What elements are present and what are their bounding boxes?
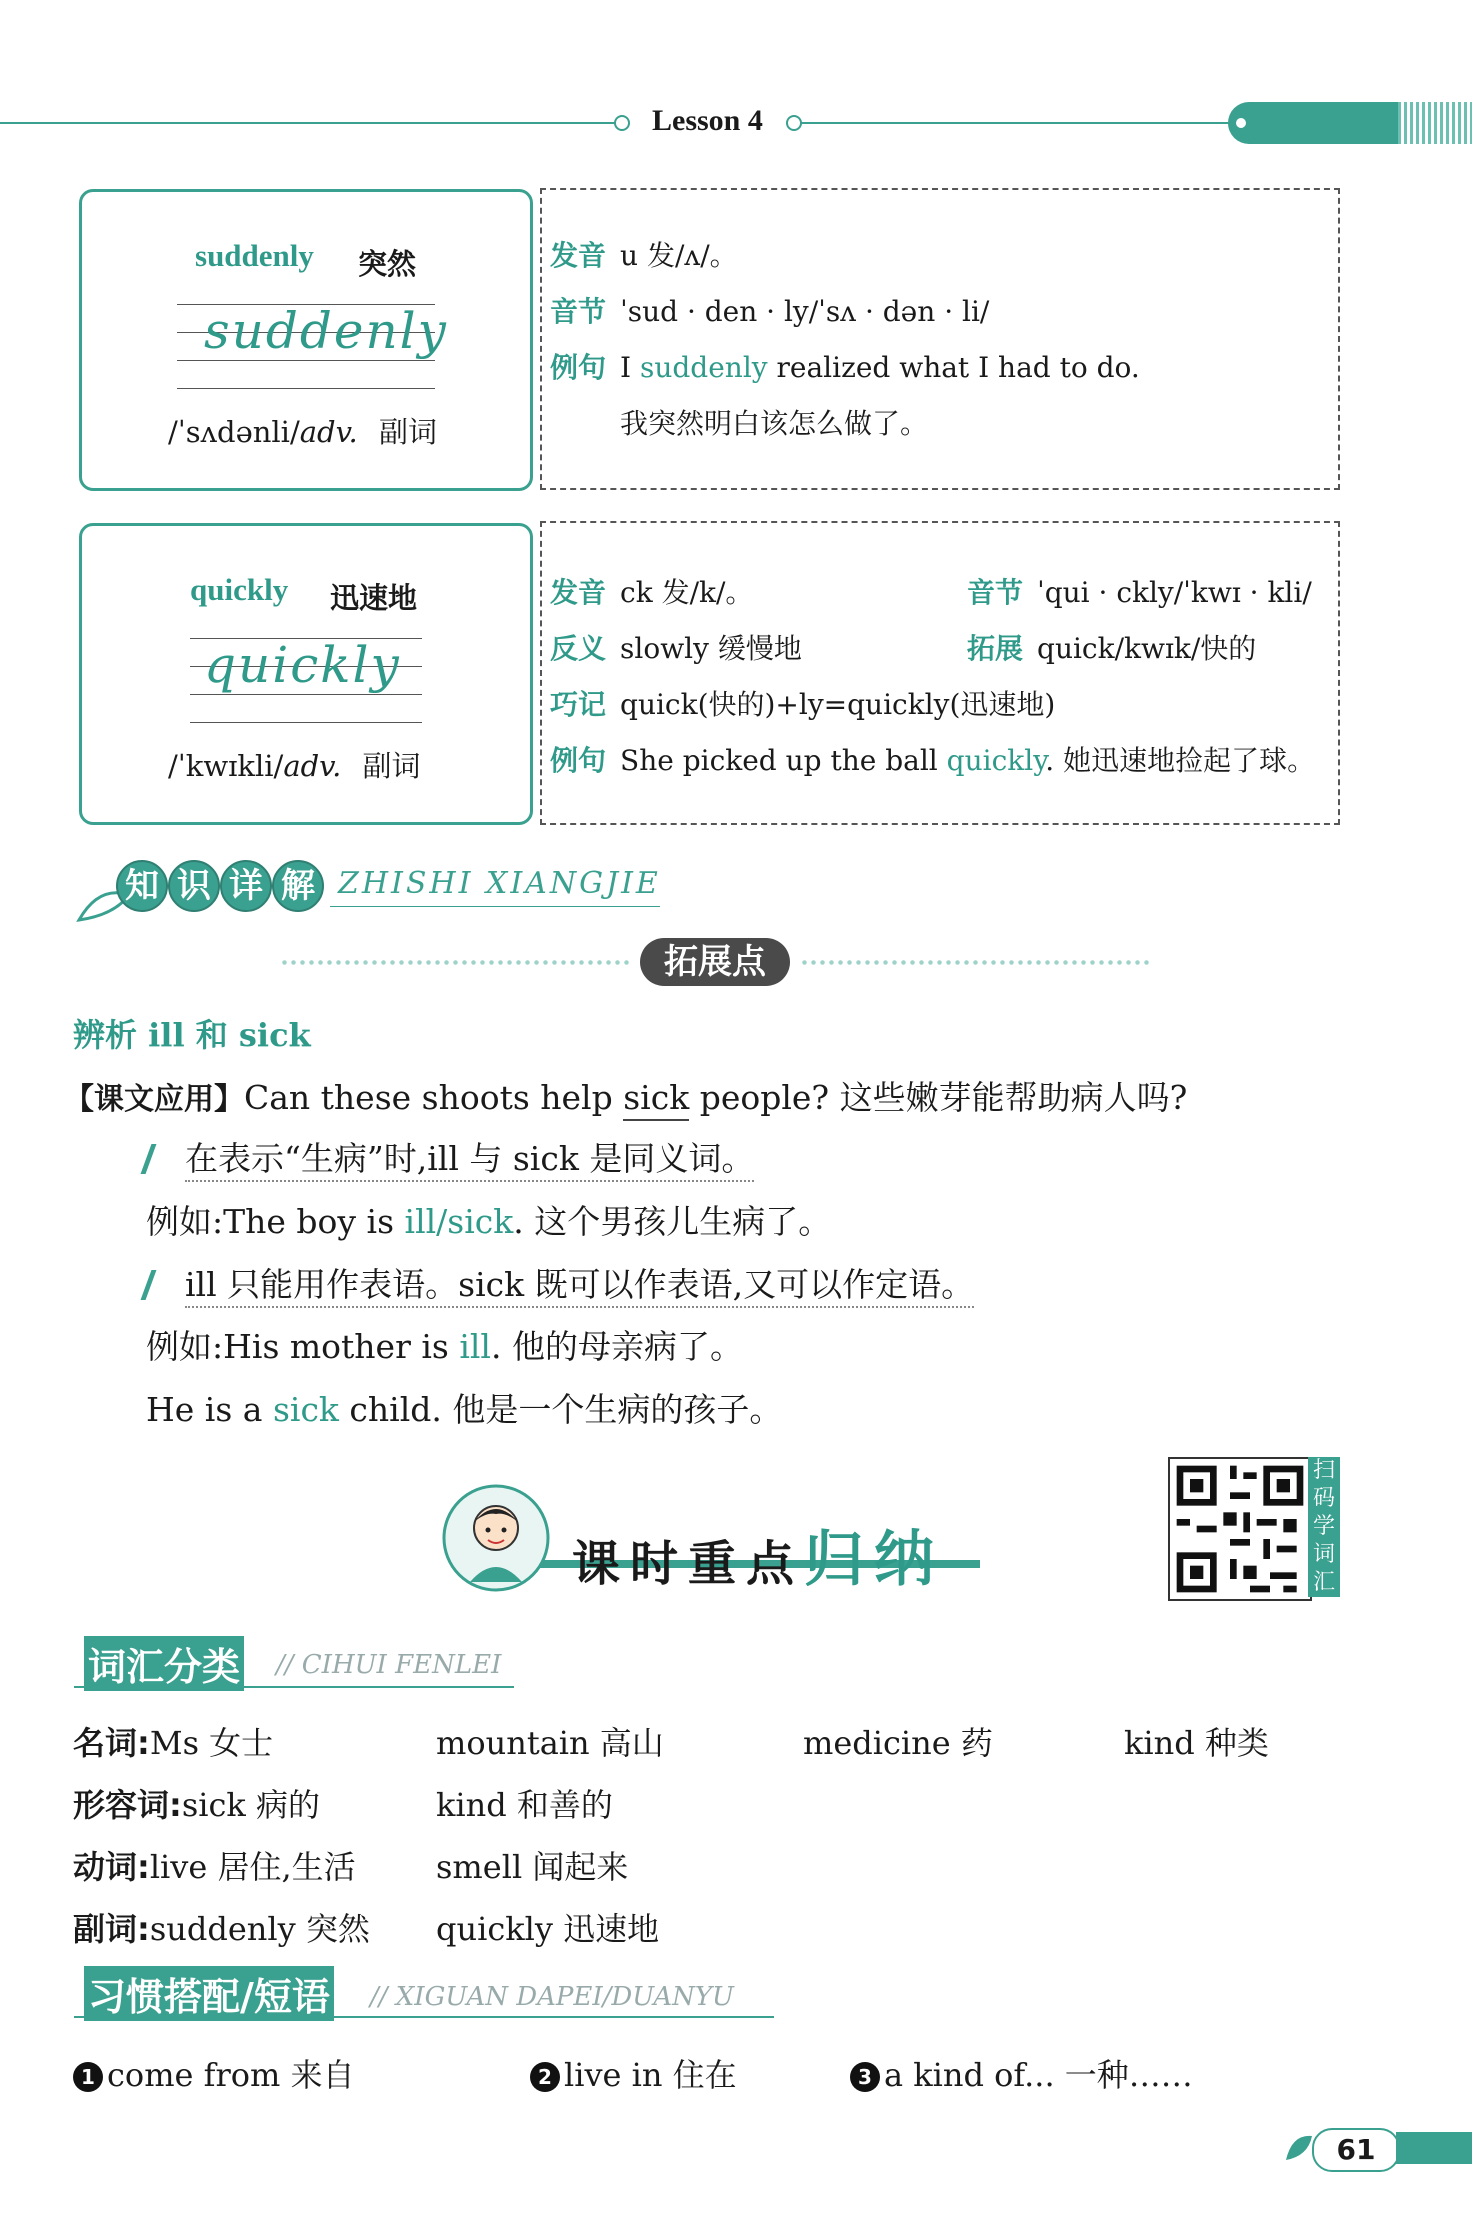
phrases-title: 习惯搭配/短语 bbox=[84, 1966, 334, 2021]
ex-highlight: suddenly bbox=[639, 351, 768, 384]
ant-label: 反义 bbox=[550, 632, 607, 665]
part-of-speech: adv. bbox=[283, 749, 342, 783]
qr-side-char: 学 bbox=[1312, 1514, 1335, 1539]
syll-label: 音节 bbox=[967, 576, 1024, 609]
part-of-speech-cn: 副词 bbox=[378, 415, 437, 449]
card-word: suddenly bbox=[195, 238, 314, 273]
note-text: 在表示“生病”时,ill 与 sick 是同义词。 bbox=[185, 1139, 754, 1182]
part-of-speech: adv. bbox=[299, 415, 358, 449]
memory-tip-line bbox=[550, 683, 1055, 723]
extension-line bbox=[967, 627, 1256, 667]
card-word: quickly bbox=[190, 572, 289, 607]
ex1-text: 例如:The boy is bbox=[146, 1202, 405, 1241]
ex2-text: 例如:His mother is bbox=[146, 1327, 460, 1366]
vocab-row-adverb bbox=[73, 1904, 370, 1950]
header-rule-right bbox=[800, 122, 1230, 124]
phrase-number: 2 bbox=[530, 2062, 560, 2092]
lesson-title: Lesson 4 bbox=[652, 104, 763, 137]
knowledge-title: 辨析 ill 和 sick bbox=[73, 1016, 311, 1054]
ex-text-rest: . 她迅速地捡起了球。 bbox=[1045, 744, 1316, 777]
vocab-item: Ms 女士 bbox=[149, 1724, 274, 1762]
pen-icon bbox=[141, 1270, 179, 1300]
ex3-text: He is a bbox=[146, 1390, 273, 1429]
header-dot-left bbox=[614, 115, 630, 131]
summary-title-normal: 课时重点 bbox=[572, 1536, 805, 1592]
phonetic: /ˈsʌdənli/ bbox=[168, 415, 300, 449]
card-meaning: 突然 bbox=[358, 247, 417, 281]
syll-text: ˈsud · den · ly/ˈsʌ · dən · li/ bbox=[620, 295, 990, 328]
text-application-line bbox=[64, 1072, 1187, 1119]
vocab-row-label: 名词: bbox=[73, 1724, 150, 1762]
vocab-title: 词汇分类 bbox=[84, 1636, 244, 1691]
card-phonetic bbox=[168, 744, 421, 785]
vocab-row-label: 形容词: bbox=[73, 1786, 182, 1824]
pronunciation-line bbox=[550, 234, 738, 274]
syll-label: 音节 bbox=[550, 295, 607, 328]
phrases-pinyin: // XIGUAN DAPEI/DUANYU bbox=[370, 1982, 734, 2012]
syllable-line bbox=[550, 290, 989, 330]
phrase-text: a kind of... 一种…… bbox=[884, 2056, 1193, 2094]
ex1-text-rest: . 这个男孩儿生病了。 bbox=[513, 1202, 832, 1241]
pron-text: u 发/ʌ/。 bbox=[620, 239, 738, 272]
summary-title bbox=[572, 1512, 944, 1598]
phrase-number: 3 bbox=[850, 2062, 880, 2092]
example-line bbox=[550, 739, 1315, 779]
ex3-highlight: sick bbox=[272, 1390, 339, 1429]
vocab-row-adj bbox=[73, 1780, 320, 1826]
phonetic: /ˈkwɪkli/ bbox=[168, 749, 284, 783]
part-of-speech-cn: 副词 bbox=[362, 749, 421, 783]
knowledge-pinyin: ZHISHI XIANGJIE bbox=[338, 866, 661, 901]
example-3 bbox=[146, 1384, 782, 1431]
card-phonetic bbox=[168, 410, 437, 451]
phrases-heading bbox=[84, 1966, 334, 2021]
vocab-item: quickly 迅速地 bbox=[436, 1910, 660, 1948]
page-number: 61 bbox=[1312, 2128, 1400, 2172]
qr-side-char: 码 bbox=[1312, 1486, 1335, 1511]
writing-line bbox=[177, 360, 435, 361]
example-translation: 我突然明白该怎么做了。 bbox=[620, 407, 929, 440]
leaf-icon bbox=[1282, 2130, 1316, 2164]
pron-label: 发音 bbox=[550, 239, 607, 272]
knowledge-underline bbox=[330, 906, 660, 907]
syll-text: ˈqui · ckly/ˈkwɪ · kli/ bbox=[1037, 576, 1312, 609]
header-rule-left bbox=[0, 122, 620, 124]
note-line-2 bbox=[146, 1259, 974, 1306]
qr-side-char: 扫 bbox=[1312, 1458, 1335, 1483]
vocab-row-verb bbox=[73, 1842, 356, 1888]
vocab-heading bbox=[84, 1636, 244, 1691]
vocab-item: sick 病的 bbox=[181, 1786, 320, 1824]
ex2-text-rest: . 他的母亲病了。 bbox=[491, 1327, 743, 1366]
phrase-text: come from 来自 bbox=[107, 2056, 355, 2094]
qr-side-label bbox=[1308, 1457, 1340, 1597]
ex3-text-rest: child. 他是一个生病的孩子。 bbox=[338, 1390, 783, 1429]
example-line bbox=[550, 346, 1140, 386]
writing-line bbox=[190, 694, 422, 695]
qr-side-char: 汇 bbox=[1312, 1570, 1335, 1595]
word-detail-suddenly bbox=[540, 188, 1340, 490]
phrase-item bbox=[530, 2050, 737, 2096]
syllable-line bbox=[967, 571, 1312, 611]
vocab-item: kind 种类 bbox=[1124, 1724, 1269, 1762]
app-text-rest: people? 这些嫩芽能帮助病人吗? bbox=[689, 1078, 1188, 1117]
dot-divider-right bbox=[800, 958, 1150, 968]
note-text: ill 只能用作表语。sick 既可以作表语,又可以作定语。 bbox=[185, 1265, 974, 1308]
vocab-row-label: 动词: bbox=[73, 1848, 150, 1886]
pron-label: 发音 bbox=[550, 576, 607, 609]
antonym-line bbox=[550, 627, 802, 667]
ex1-highlight: ill/sick bbox=[404, 1202, 514, 1241]
phrase-number: 1 bbox=[73, 2062, 103, 2092]
ex-highlight: quickly bbox=[946, 744, 1046, 777]
vocab-item: suddenly 突然 bbox=[149, 1910, 370, 1948]
qr-side-char: 词 bbox=[1312, 1542, 1335, 1567]
header-tab bbox=[1228, 102, 1398, 144]
word-detail-quickly bbox=[540, 521, 1340, 825]
ex2-highlight: ill bbox=[459, 1327, 491, 1366]
word-card-suddenly bbox=[79, 189, 533, 491]
expansion-point-badge: 拓展点 bbox=[640, 938, 790, 986]
vocab-item: smell 闻起来 bbox=[436, 1848, 629, 1886]
cursive-word: quickly bbox=[204, 636, 401, 694]
ex-label: 例句 bbox=[550, 744, 607, 777]
vocab-item: mountain 高山 bbox=[436, 1724, 664, 1762]
ant-text: slowly 缓慢地 bbox=[620, 632, 802, 665]
ext-label: 拓展 bbox=[967, 632, 1024, 665]
phrase-item bbox=[73, 2050, 355, 2096]
app-text: Can these shoots help bbox=[244, 1078, 624, 1117]
dot-divider-left bbox=[280, 958, 630, 968]
tip-text: quick(快的)+ly=quickly(迅速地) bbox=[620, 688, 1056, 721]
header-stripe bbox=[1398, 102, 1472, 144]
phrase-item bbox=[850, 2050, 1193, 2096]
knowledge-char: 详 bbox=[220, 860, 272, 912]
vocab-item: kind 和善的 bbox=[436, 1786, 613, 1824]
app-word: sick bbox=[623, 1078, 689, 1121]
vocab-item: live 居住,生活 bbox=[149, 1848, 356, 1886]
vocab-underline bbox=[74, 1686, 514, 1688]
vocab-pinyin: // CIHUI FENLEI bbox=[276, 1650, 502, 1680]
pen-icon bbox=[141, 1144, 179, 1174]
phrases-underline bbox=[74, 2016, 774, 2018]
knowledge-char: 解 bbox=[272, 860, 324, 912]
knowledge-char: 知 bbox=[116, 860, 168, 912]
ex-text: I bbox=[620, 351, 640, 384]
vocab-row-label: 副词: bbox=[73, 1910, 150, 1948]
pronunciation-line bbox=[550, 571, 753, 611]
cursive-word: suddenly bbox=[204, 302, 448, 360]
knowledge-char: 识 bbox=[168, 860, 220, 912]
tip-label: 巧记 bbox=[550, 688, 607, 721]
example-1 bbox=[146, 1196, 831, 1243]
text-app-label: 【课文应用】 bbox=[64, 1082, 244, 1117]
phrase-text: live in 住在 bbox=[564, 2056, 737, 2094]
ex-label: 例句 bbox=[550, 351, 607, 384]
note-line-1 bbox=[146, 1133, 754, 1180]
vocab-row-noun bbox=[73, 1718, 273, 1764]
summary-title-highlight: 归纳 bbox=[804, 1525, 945, 1595]
ex-text-rest: realized what I had to do. bbox=[767, 351, 1140, 384]
card-meaning: 迅速地 bbox=[330, 581, 418, 615]
writing-line bbox=[190, 722, 422, 723]
qr-code-icon[interactable] bbox=[1168, 1457, 1312, 1601]
header-tab-dot bbox=[1236, 118, 1246, 128]
word-card-quickly bbox=[79, 523, 533, 825]
example-2 bbox=[146, 1321, 743, 1368]
boy-avatar-icon bbox=[440, 1482, 552, 1594]
page-number-bar bbox=[1396, 2132, 1472, 2164]
ext-text: quick/kwɪk/快的 bbox=[1037, 632, 1257, 665]
writing-line bbox=[177, 388, 435, 389]
pron-text: ck 发/k/。 bbox=[620, 576, 754, 609]
ex-text: She picked up the ball bbox=[620, 744, 947, 777]
vocab-item: medicine 药 bbox=[803, 1724, 993, 1762]
